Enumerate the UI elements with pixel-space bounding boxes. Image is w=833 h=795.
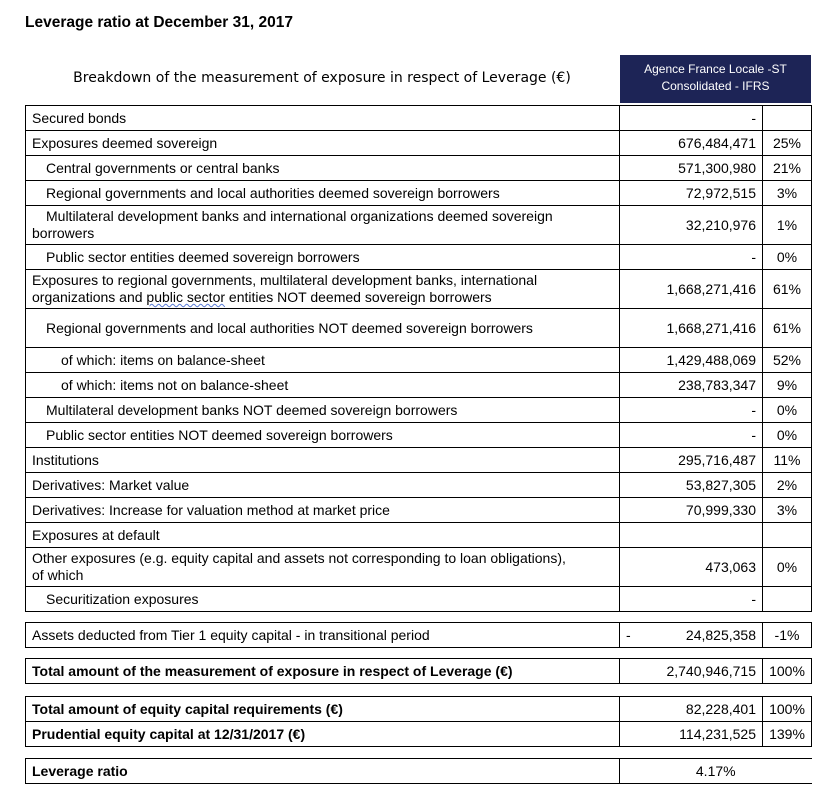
leverage-value: 4.17% (620, 759, 812, 784)
requirement-pct: 139% (763, 722, 812, 747)
table-row (26, 373, 812, 398)
row-value: - (620, 106, 763, 131)
table-row (26, 156, 812, 181)
row-label (26, 548, 620, 587)
table-row (26, 348, 812, 373)
table-row (26, 659, 812, 684)
table-row (26, 587, 812, 612)
row-label: Regional governments and local authorities deemed sovereign borrowers (26, 181, 620, 206)
row-value: 32,210,976 (620, 206, 763, 245)
requirement-pct: 100% (763, 697, 812, 722)
deduction-table (25, 622, 812, 648)
column-header (620, 55, 811, 103)
row-label-line2: of which (32, 567, 84, 583)
requirement-value: 82,228,401 (620, 697, 763, 722)
row-pct: 0% (763, 245, 812, 270)
row-label-line2: borrowers (32, 225, 95, 241)
table-row (26, 448, 812, 473)
row-pct: 61% (763, 309, 812, 348)
row-value: 571,300,980 (620, 156, 763, 181)
total-value: 2,740,946,715 (620, 659, 763, 684)
row-value: 676,484,471 (620, 131, 763, 156)
table-row (26, 623, 812, 648)
row-label: Securitization exposures (26, 587, 620, 612)
table-row (26, 498, 812, 523)
row-value: 1,668,271,416 (620, 270, 763, 309)
row-pct: 0% (763, 398, 812, 423)
requirement-value: 114,231,525 (620, 722, 763, 747)
row-pct: 3% (763, 498, 812, 523)
row-value: - (620, 245, 763, 270)
table-row (26, 398, 812, 423)
row-label: Multilateral development banks NOT deemed sovereign borrowers (26, 398, 620, 423)
exposure-table (25, 105, 812, 612)
row-value: 1,429,488,069 (620, 348, 763, 373)
table-row (26, 548, 812, 587)
row-label (26, 270, 620, 309)
row-value: 238,783,347 (620, 373, 763, 398)
table-row (26, 106, 812, 131)
row-label: Derivatives: Increase for valuation method at market price (26, 498, 620, 523)
row-pct: 0% (763, 548, 812, 587)
deduction-pct: -1% (763, 623, 812, 648)
requirement-label: Total amount of equity capital requirements (€) (26, 697, 620, 722)
table-row (26, 181, 812, 206)
row-value: 473,063 (620, 548, 763, 587)
row-label-part: organizations and (32, 289, 147, 305)
row-value: - (620, 587, 763, 612)
row-pct: 25% (763, 131, 812, 156)
row-value: 53,827,305 (620, 473, 763, 498)
row-pct (763, 587, 812, 612)
deduction-amount: 24,825,358 (685, 627, 756, 643)
spellcheck-underlined-text: public sector (146, 289, 226, 305)
row-pct: 9% (763, 373, 812, 398)
row-label-line1: Multilateral development banks and international organizations deemed sovereign (46, 208, 553, 224)
row-label: Public sector entities NOT deemed sovereign borrowers (26, 423, 620, 448)
table-row (26, 206, 812, 245)
table-row (26, 697, 812, 722)
deduction-value (620, 623, 763, 648)
row-pct (763, 106, 812, 131)
page-title: Leverage ratio at December 31, 2017 (25, 14, 293, 31)
row-label-part: entities NOT deemed sovereign borrowers (225, 289, 492, 305)
table-row (26, 423, 812, 448)
row-pct: 1% (763, 206, 812, 245)
row-pct: 2% (763, 473, 812, 498)
row-value: 295,716,487 (620, 448, 763, 473)
row-label: Public sector entities deemed sovereign borrowers (26, 245, 620, 270)
row-label: Regional governments and local authorities NOT deemed sovereign borrowers (26, 309, 620, 348)
table-row (26, 270, 812, 309)
row-pct: 61% (763, 270, 812, 309)
total-table (25, 658, 812, 684)
row-pct (763, 523, 812, 548)
row-label-line1: Other exposures (e.g. equity capital and assets not corresponding to loan obligations), (32, 550, 566, 566)
table-row (26, 473, 812, 498)
column-header-line2: Consolidated - IFRS (661, 79, 770, 93)
row-label: Institutions (26, 448, 620, 473)
row-pct: 11% (763, 448, 812, 473)
row-label: Derivatives: Market value (26, 473, 620, 498)
row-label: of which: items not on balance-sheet (26, 373, 620, 398)
row-pct: 0% (763, 423, 812, 448)
table-row (26, 722, 812, 747)
row-pct: 21% (763, 156, 812, 181)
row-label: Secured bonds (26, 106, 620, 131)
row-label: Central governments or central banks (26, 156, 620, 181)
row-label-line2 (32, 289, 613, 306)
row-value: 70,999,330 (620, 498, 763, 523)
requirement-label: Prudential equity capital at 12/31/2017 (€) (26, 722, 620, 747)
row-value (620, 523, 763, 548)
deduction-label: Assets deducted from Tier 1 equity capital - in transitional period (26, 623, 620, 648)
table-subtitle: Breakdown of the measurement of exposure in respect of Leverage (€) (73, 70, 571, 86)
leverage-table (25, 758, 812, 784)
leverage-label: Leverage ratio (26, 759, 620, 784)
column-header-line1: Agence France Locale -ST (644, 62, 787, 76)
row-value: - (620, 423, 763, 448)
requirements-table (25, 696, 812, 747)
row-label-line1: Exposures to regional governments, multilateral development banks, international (32, 272, 538, 288)
row-pct: 3% (763, 181, 812, 206)
table-row (26, 309, 812, 348)
row-label (26, 206, 620, 245)
deduction-sign: - (626, 627, 631, 643)
row-value: 72,972,515 (620, 181, 763, 206)
total-label: Total amount of the measurement of exposure in respect of Leverage (€) (26, 659, 620, 684)
row-value: - (620, 398, 763, 423)
table-row (26, 245, 812, 270)
row-label: of which: items on balance-sheet (26, 348, 620, 373)
row-label: Exposures at default (26, 523, 620, 548)
total-pct: 100% (763, 659, 812, 684)
row-label: Exposures deemed sovereign (26, 131, 620, 156)
table-row (26, 131, 812, 156)
table-row (26, 523, 812, 548)
row-value: 1,668,271,416 (620, 309, 763, 348)
row-pct: 52% (763, 348, 812, 373)
table-row (26, 759, 812, 784)
